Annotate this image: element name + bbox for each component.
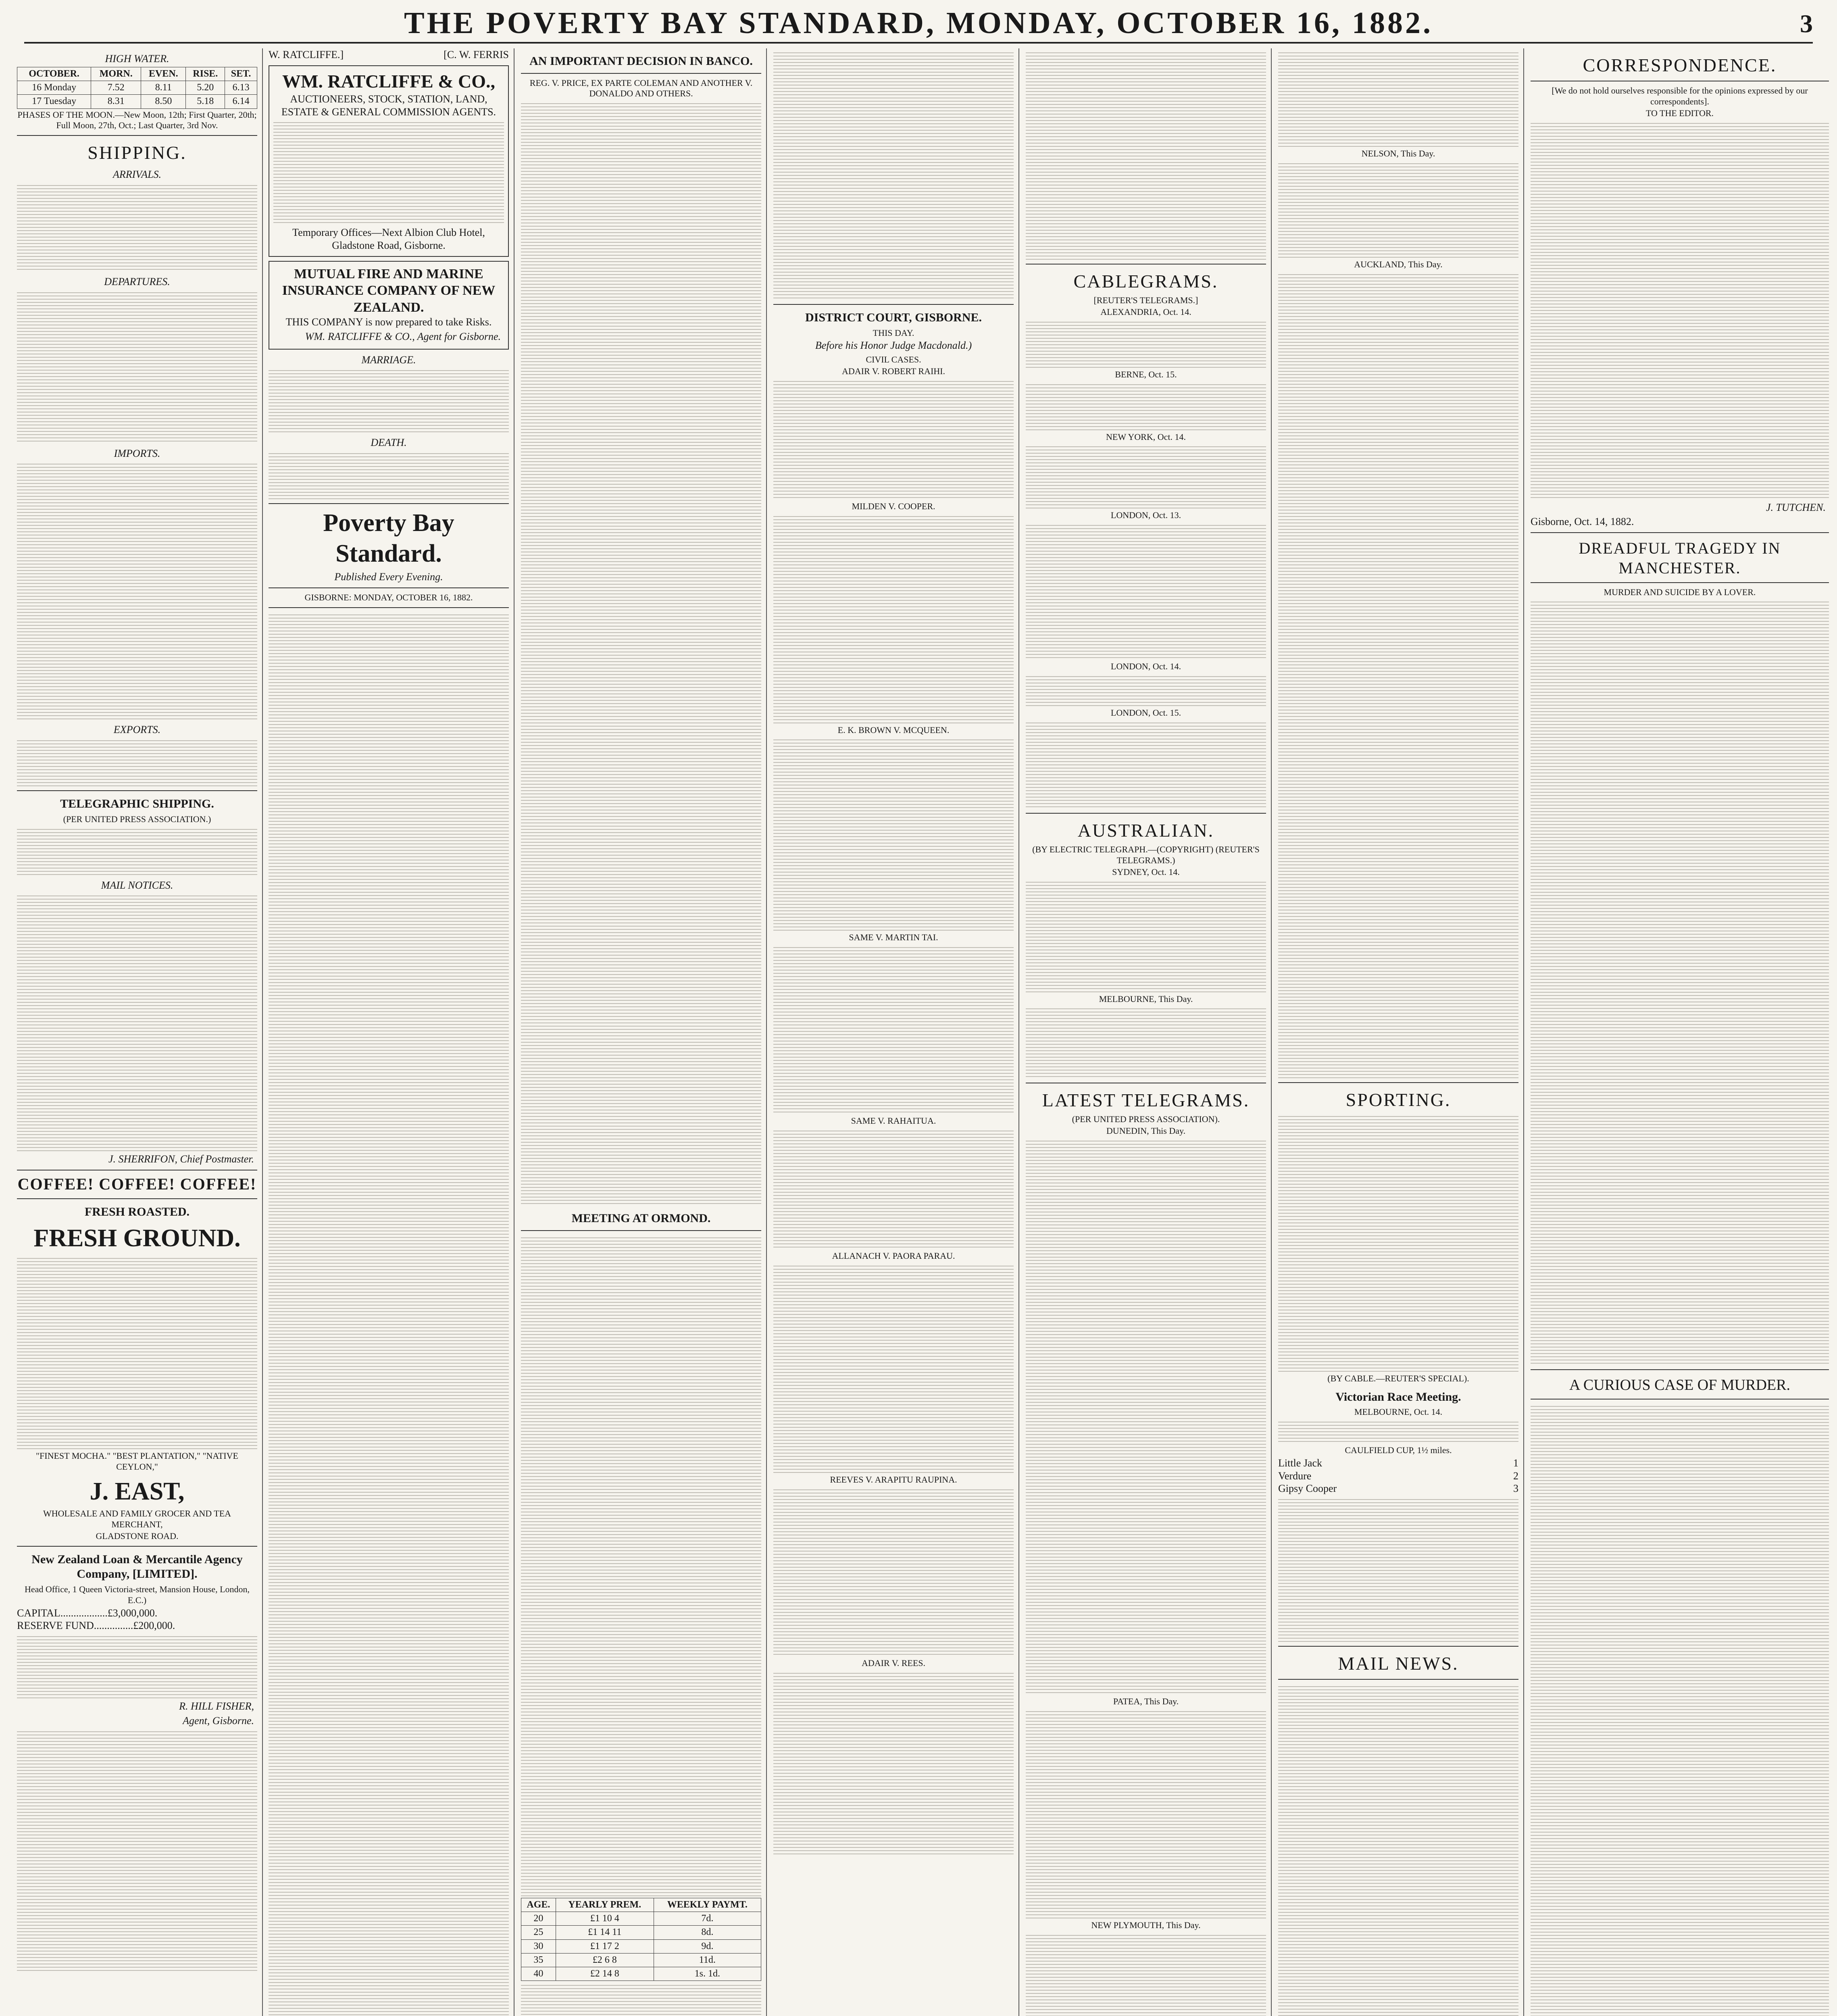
tide-header-cell: MORN. bbox=[91, 67, 141, 81]
telegraphic-heading: TELEGRAPHIC SHIPPING. bbox=[60, 797, 214, 811]
premium-cell: 25 bbox=[521, 1926, 556, 1939]
patea-dateline: PATEA, This Day. bbox=[1113, 1696, 1179, 1707]
newplymouth-dateline: NEW PLYMOUTH, This Day. bbox=[1091, 1920, 1201, 1930]
vrc-dateline: MELBOURNE, Oct. 14. bbox=[1354, 1407, 1443, 1417]
sporting-heading: SPORTING. bbox=[1345, 1089, 1451, 1110]
cup-heading: CAULFIELD CUP, 1½ miles. bbox=[1345, 1445, 1452, 1456]
court-case-title: SAME V. RAHAITUA. bbox=[851, 1116, 936, 1126]
paper-nameplate: Poverty Bay Standard. bbox=[323, 509, 454, 567]
divider bbox=[17, 1198, 257, 1199]
text-block bbox=[17, 183, 257, 271]
race-placings bbox=[1278, 1457, 1518, 1495]
tide-table bbox=[17, 67, 257, 109]
masthead bbox=[24, 3, 1813, 44]
fresh-roasted: FRESH ROASTED. bbox=[84, 1205, 190, 1218]
text-block bbox=[269, 612, 509, 2016]
text-block bbox=[1026, 444, 1266, 508]
horse-name: Little Jack bbox=[1278, 1457, 1323, 1469]
moon-phases: PHASES OF THE MOON.—New Moon, 12th; First Quarter, 20th; Full Moon, 27th, Oct.; Last Quarter, 3rd Nov. bbox=[17, 109, 257, 131]
firm-header bbox=[269, 48, 509, 61]
postmaster: J. SHERRIFON, Chief Postmaster. bbox=[108, 1153, 254, 1165]
letter-date: Gisborne, Oct. 14, 1882. bbox=[1531, 516, 1634, 528]
text-block bbox=[1026, 523, 1266, 660]
cable-dateline: NEW YORK, Oct. 14. bbox=[1106, 431, 1186, 442]
text-block bbox=[17, 738, 257, 786]
tide-cell: 17 Tuesday bbox=[17, 95, 91, 108]
vrc-heading: Victorian Race Meeting. bbox=[1335, 1390, 1461, 1404]
nzla-title: New Zealand Loan & Mercantile Agency Company, [LIMITED]. bbox=[31, 1552, 243, 1581]
marriage-heading: MARRIAGE. bbox=[361, 354, 416, 366]
cable-dateline: LONDON, Oct. 14. bbox=[1110, 661, 1181, 672]
dateline: GISBORNE: MONDAY, OCTOBER 16, 1882. bbox=[304, 592, 473, 602]
tide-cell: 5.20 bbox=[186, 81, 225, 94]
text-block bbox=[1026, 1709, 1266, 1918]
mail-heading: MAIL NOTICES. bbox=[101, 879, 173, 891]
premium-cell: 11d. bbox=[654, 1953, 761, 1967]
race-placing-row bbox=[1278, 1457, 1518, 1470]
text-block bbox=[521, 1235, 761, 1896]
sydney-dateline: SYDNEY, Oct. 14. bbox=[1112, 866, 1180, 877]
text-block bbox=[1026, 1933, 1266, 2016]
text-block bbox=[521, 101, 761, 1206]
text-block bbox=[773, 1670, 1014, 1856]
tragedy-sub: MURDER AND SUICIDE BY A LOVER. bbox=[1604, 587, 1756, 597]
text-block bbox=[1278, 1684, 1518, 2016]
premium-table bbox=[521, 1898, 761, 1981]
premium-cell: 8d. bbox=[654, 1926, 761, 1939]
column-6 bbox=[1273, 48, 1524, 2016]
before-judge: Before his Honor Judge Macdonald.) bbox=[815, 339, 972, 352]
tide-cell: 5.18 bbox=[186, 95, 225, 108]
cable-dateline: BERNE, Oct. 15. bbox=[1115, 369, 1177, 379]
divider bbox=[17, 790, 257, 791]
header-right: [C. W. FERRIS bbox=[444, 49, 509, 60]
text-block bbox=[773, 1128, 1014, 1249]
horse-name: Gipsy Cooper bbox=[1278, 1483, 1337, 1495]
premium-cell: 9d. bbox=[654, 1939, 761, 1953]
premium-row bbox=[521, 1967, 761, 1981]
correspondence-note: [We do not hold ourselves responsible for the opinions expressed by our correspondents]. bbox=[1552, 85, 1808, 106]
premium-header-cell: AGE. bbox=[521, 1898, 556, 1912]
premium-row bbox=[521, 1926, 761, 1939]
column-4 bbox=[769, 48, 1019, 2016]
text-block bbox=[773, 379, 1014, 500]
masthead-title: THE POVERTY BAY STANDARD, MONDAY, OCTOBER 16, 1882. bbox=[404, 6, 1433, 40]
text-block bbox=[17, 827, 257, 875]
court-case-title: E. K. BROWN V. MCQUEEN. bbox=[837, 725, 950, 735]
text-block bbox=[269, 368, 509, 432]
divider bbox=[1531, 1399, 1829, 1400]
premium-row bbox=[521, 1912, 761, 1926]
premium-cell: 20 bbox=[521, 1912, 556, 1926]
tide-cell: 8.31 bbox=[91, 95, 141, 108]
text-block bbox=[1026, 720, 1266, 809]
curious-heading: A CURIOUS CASE OF MURDER. bbox=[1569, 1377, 1790, 1394]
text-block bbox=[17, 461, 257, 719]
tide-header-cell: EVEN. bbox=[141, 67, 186, 81]
text-block bbox=[1026, 1006, 1266, 1079]
tide-cell: 16 Monday bbox=[17, 81, 91, 94]
divider bbox=[1278, 1646, 1518, 1647]
divider bbox=[269, 587, 509, 588]
divider bbox=[521, 1230, 761, 1231]
civil-cases: CIVIL CASES. bbox=[866, 354, 921, 365]
text-block bbox=[773, 945, 1014, 1114]
text-block bbox=[273, 120, 504, 225]
column-7 bbox=[1526, 48, 1834, 2016]
text-block bbox=[17, 1634, 257, 1698]
nzla-reserve: RESERVE FUND...............£200,000. bbox=[17, 1620, 175, 1632]
mutual-text: THIS COMPANY is now prepared to take Risks. bbox=[285, 316, 492, 328]
divider bbox=[17, 135, 257, 136]
text-block bbox=[1531, 1404, 1829, 2016]
court-heading: DISTRICT COURT, GISBORNE. bbox=[805, 311, 982, 324]
east-line: WHOLESALE AND FAMILY GROCER AND TEA MERCHANT, bbox=[43, 1508, 231, 1530]
text-block bbox=[1278, 1419, 1518, 1443]
cable-dateline: LONDON, Oct. 13. bbox=[1110, 510, 1181, 521]
text-block bbox=[1026, 1138, 1266, 1695]
tide-heading: HIGH WATER. bbox=[105, 53, 169, 65]
nelson-dateline: NELSON, This Day. bbox=[1361, 148, 1435, 158]
mutual-agent: WM. RATCLIFFE & CO., Agent for Gisborne. bbox=[305, 330, 501, 342]
column-5 bbox=[1021, 48, 1272, 2016]
firm-name: WM. RATCLIFFE & CO., bbox=[282, 71, 496, 92]
nzla-capital: CAPITAL..................£3,000,000. bbox=[17, 1607, 158, 1619]
departures-heading: DEPARTURES. bbox=[104, 276, 170, 287]
tide-cell: 8.11 bbox=[141, 81, 186, 94]
text-block bbox=[17, 1256, 257, 1449]
ratcliffe-ad bbox=[269, 65, 509, 257]
tide-cell: 7.52 bbox=[91, 81, 141, 94]
text-block bbox=[1278, 272, 1518, 1078]
cable-dateline: ALEXANDRIA, Oct. 14. bbox=[1100, 306, 1191, 317]
court-case-title: MILDEN V. COOPER. bbox=[852, 501, 935, 511]
text-block bbox=[1278, 161, 1518, 258]
divider bbox=[17, 1546, 257, 1547]
australian-sub: (BY ELECTRIC TELEGRAPH.—(COPYRIGHT) (REUTER'S TELEGRAMS.) bbox=[1032, 844, 1260, 865]
text-block bbox=[773, 1263, 1014, 1473]
auckland-dateline: AUCKLAND, This Day. bbox=[1354, 259, 1443, 269]
text-block bbox=[1026, 674, 1266, 706]
published-line: Published Every Evening. bbox=[334, 571, 443, 583]
text-block bbox=[17, 290, 257, 443]
tide-header-cell: SET. bbox=[225, 67, 257, 81]
premium-row bbox=[521, 1939, 761, 1953]
premium-row bbox=[521, 1953, 761, 1967]
divider bbox=[1531, 582, 1829, 583]
text-block bbox=[521, 1983, 761, 2016]
court-case-title: ADAIR V. ROBERT RAIHI. bbox=[842, 366, 945, 376]
firm-address: Temporary Offices—Next Albion Club Hotel, Gladstone Road, Gisborne. bbox=[292, 227, 485, 251]
firm-desc: AUCTIONEERS, STOCK, STATION, LAND, ESTATE & GENERAL COMMISSION AGENTS. bbox=[281, 93, 496, 118]
divider bbox=[773, 304, 1014, 305]
nzla-agent-role: Agent, Gisborne. bbox=[183, 1714, 254, 1727]
divider bbox=[1026, 813, 1266, 814]
horse-position: 1 bbox=[1513, 1457, 1518, 1469]
premium-cell: 30 bbox=[521, 1939, 556, 1953]
race-placing-row bbox=[1278, 1470, 1518, 1483]
mutual-ad bbox=[269, 261, 509, 350]
column-2 bbox=[264, 48, 514, 2016]
nzla-agent: R. HILL FISHER, bbox=[179, 1700, 254, 1712]
melbourne-dateline: MELBOURNE, This Day. bbox=[1099, 993, 1193, 1004]
text-block bbox=[773, 737, 1014, 931]
horse-name: Verdure bbox=[1278, 1470, 1312, 1482]
text-block bbox=[1026, 319, 1266, 368]
premium-cell: £1 17 2 bbox=[556, 1939, 654, 1953]
mutual-title: MUTUAL FIRE AND MARINE INSURANCE COMPANY OF NEW ZEALAND. bbox=[282, 266, 496, 315]
divider bbox=[269, 607, 509, 608]
east-name: J. EAST, bbox=[90, 1477, 185, 1505]
nzla-office: Head Office, 1 Queen Victoria-street, Mansion House, London, E.C.) bbox=[24, 1584, 250, 1605]
premium-cell: 40 bbox=[521, 1967, 556, 1981]
court-case-title: REEVES V. ARAPITU RAUPINA. bbox=[830, 1474, 957, 1485]
latest-sub: (PER UNITED PRESS ASSOCIATION). bbox=[1072, 1114, 1220, 1125]
header-left: W. RATCLIFFE.] bbox=[269, 49, 344, 60]
text-block bbox=[773, 1487, 1014, 1656]
dunedin-dateline: DUNEDIN, This Day. bbox=[1106, 1126, 1186, 1136]
premium-cell: £2 14 8 bbox=[556, 1967, 654, 1981]
tragedy-heading: DREADFUL TRAGEDY IN MANCHESTER. bbox=[1579, 539, 1781, 577]
tide-row bbox=[17, 95, 257, 108]
court-cases bbox=[773, 366, 1014, 1856]
premium-cell: £2 6 8 bbox=[556, 1953, 654, 1967]
premium-cell: 35 bbox=[521, 1953, 556, 1967]
divider bbox=[1278, 1679, 1518, 1680]
cable-places bbox=[1026, 307, 1266, 809]
tide-cell: 8.50 bbox=[141, 95, 186, 108]
column-1 bbox=[12, 48, 263, 2016]
text-block bbox=[1531, 121, 1829, 500]
text-block bbox=[1026, 50, 1266, 260]
divider bbox=[1531, 1369, 1829, 1370]
text-block bbox=[269, 451, 509, 499]
premium-cell: £1 14 11 bbox=[556, 1926, 654, 1939]
exports-heading: EXPORTS. bbox=[113, 724, 161, 736]
court-case-title: ALLANACH V. PAORA PARAU. bbox=[832, 1251, 955, 1261]
cablegrams-heading: CABLEGRAMS. bbox=[1073, 271, 1218, 292]
text-block bbox=[17, 1729, 257, 1971]
death-heading: DEATH. bbox=[371, 437, 407, 449]
premium-header-cell: YEARLY PREM. bbox=[556, 1898, 654, 1912]
to-editor: TO THE EDITOR. bbox=[1645, 108, 1714, 118]
coffee-banner: COFFEE! COFFEE! COFFEE! bbox=[17, 1175, 257, 1193]
east-address: GLADSTONE ROAD. bbox=[96, 1531, 179, 1541]
tide-header-cell: RISE. bbox=[186, 67, 225, 81]
divider bbox=[521, 73, 761, 74]
cable-dateline: LONDON, Oct. 15. bbox=[1110, 708, 1181, 718]
tide-cell: 6.13 bbox=[225, 81, 257, 94]
imports-heading: IMPORTS. bbox=[114, 447, 160, 459]
text-block bbox=[773, 514, 1014, 723]
text-block bbox=[17, 893, 257, 1151]
shipping-heading: SHIPPING. bbox=[87, 142, 187, 163]
page-number: 3 bbox=[1800, 9, 1813, 38]
race-placing-row bbox=[1278, 1482, 1518, 1495]
australian-heading: AUSTRALIAN. bbox=[1077, 820, 1214, 841]
correspondence-heading: CORRESPONDENCE. bbox=[1583, 55, 1777, 75]
premium-cell: 7d. bbox=[654, 1912, 761, 1926]
arrivals-heading: ARRIVALS. bbox=[112, 169, 162, 181]
premium-cell: £1 10 4 bbox=[556, 1912, 654, 1926]
sporting-sub: (BY CABLE.—REUTER'S SPECIAL). bbox=[1327, 1373, 1469, 1383]
divider bbox=[1278, 1082, 1518, 1083]
case-title: REG. V. PRICE, EX PARTE COLEMAN AND ANOTHER V. DONALDO AND OTHERS. bbox=[529, 77, 753, 99]
divider bbox=[269, 503, 509, 504]
telegraphic-sub: (PER UNITED PRESS ASSOCIATION.) bbox=[63, 814, 211, 824]
this-day: THIS DAY. bbox=[873, 327, 914, 338]
court-case-title: SAME V. MARTIN TAI. bbox=[849, 932, 938, 943]
fresh-ground: FRESH GROUND. bbox=[33, 1225, 241, 1252]
decision-heading: AN IMPORTANT DECISION IN BANCO. bbox=[529, 54, 753, 68]
text-block bbox=[1278, 1497, 1518, 1642]
letter-signer: J. TUTCHEN. bbox=[1766, 501, 1826, 513]
text-block bbox=[1026, 382, 1266, 430]
horse-position: 3 bbox=[1513, 1483, 1518, 1495]
latest-heading: LATEST TELEGRAMS. bbox=[1042, 1090, 1250, 1111]
column-3 bbox=[516, 48, 767, 2016]
text-block bbox=[773, 50, 1014, 300]
tide-row bbox=[17, 81, 257, 94]
premium-header-cell: WEEKLY PAYMT. bbox=[654, 1898, 761, 1912]
horse-position: 2 bbox=[1513, 1470, 1518, 1482]
premium-cell: 1s. 1d. bbox=[654, 1967, 761, 1981]
coffee-brands: "FINEST MOCHA." "BEST PLANTATION," "NATIVE CEYLON," bbox=[36, 1451, 238, 1472]
court-case-title: ADAIR V. REES. bbox=[861, 1658, 926, 1668]
tide-cell: 6.14 bbox=[225, 95, 257, 108]
ormond-heading: MEETING AT ORMOND. bbox=[571, 1212, 711, 1225]
text-block bbox=[1278, 1114, 1518, 1372]
tide-header-cell: OCTOBER. bbox=[17, 67, 91, 81]
text-block bbox=[1531, 599, 1829, 1365]
text-block bbox=[1026, 879, 1266, 992]
divider bbox=[1531, 532, 1829, 533]
text-block bbox=[1278, 50, 1518, 147]
mail-news-heading: MAIL NEWS. bbox=[1338, 1653, 1459, 1674]
reuter-sub: [REUTER'S TELEGRAMS.] bbox=[1093, 295, 1198, 306]
